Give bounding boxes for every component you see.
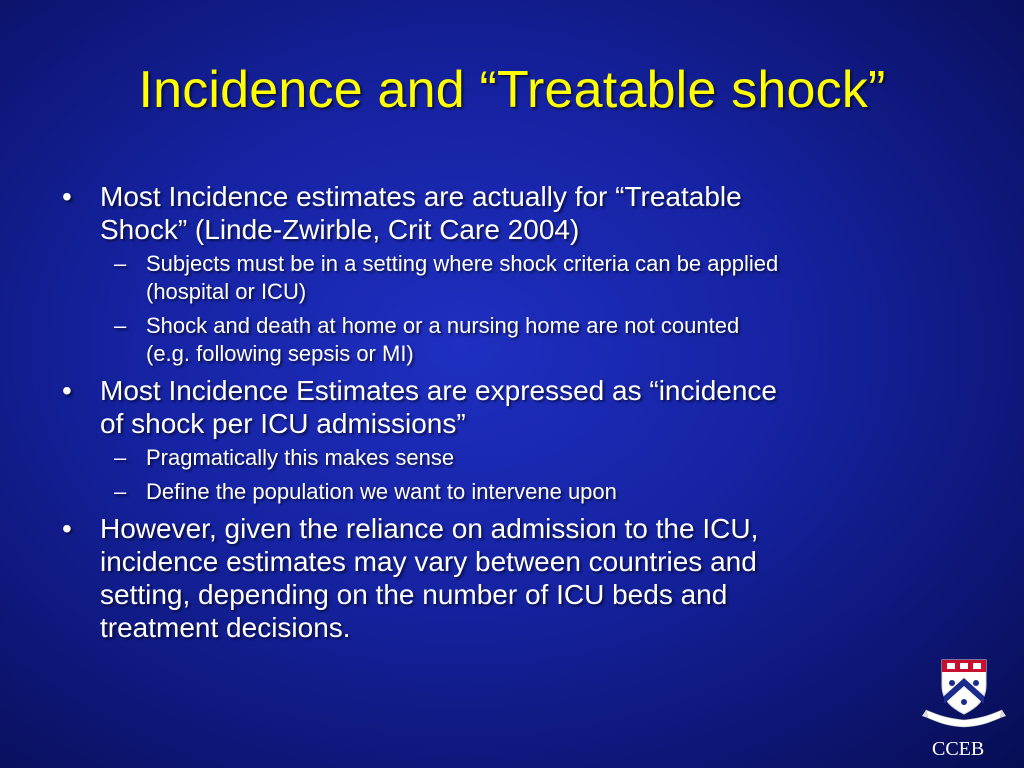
sub-bullet-text-line: Define the population we want to intervene upon <box>146 479 617 504</box>
bullet-item <box>58 512 978 644</box>
bullet-item <box>58 374 978 440</box>
sub-bullet-marker: – <box>114 313 127 338</box>
bullet-marker: • <box>62 181 72 212</box>
sub-bullet-item <box>58 250 978 306</box>
sub-bullet-item <box>58 478 978 506</box>
bullet-marker: • <box>62 513 72 544</box>
sub-bullet-text-line: (hospital or ICU) <box>146 279 307 304</box>
bullet-text-line: Most Incidence Estimates are expressed as “incidence <box>100 375 777 406</box>
bullet-marker: • <box>62 375 72 406</box>
sub-bullet-text-line: Pragmatically this makes sense <box>146 445 455 470</box>
slide-title: Incidence and “Treatable shock” <box>138 61 886 119</box>
bullet-text-line: of shock per ICU admissions” <box>100 408 466 439</box>
bullet-list <box>58 180 978 648</box>
sub-bullet-text-line: Subjects must be in a setting where shock criteria can be applied <box>146 251 779 276</box>
sub-bullet-item <box>58 444 978 472</box>
sub-bullet-marker: – <box>114 445 127 470</box>
bullet-text-line: However, given the reliance on admission to the ICU, <box>100 513 759 544</box>
bullet-text-line: Most Incidence estimates are actually for “Treatable <box>100 181 742 212</box>
bullet-text-line: incidence estimates may vary between countries and <box>100 546 757 577</box>
sub-bullet-text-line: Shock and death at home or a nursing home are not counted <box>146 313 740 338</box>
university-crest-icon <box>922 656 1006 728</box>
sub-bullet-item <box>58 312 978 368</box>
sub-bullet-text-line: (e.g. following sepsis or MI) <box>146 341 414 366</box>
bullet-text-line: treatment decisions. <box>100 612 351 643</box>
bullet-text-line: setting, depending on the number of ICU beds and <box>100 579 728 610</box>
sub-bullet-marker: – <box>114 251 127 276</box>
sub-bullet-marker: – <box>114 479 127 504</box>
bullet-item <box>58 180 978 246</box>
bullet-text-line: Shock” (Linde-Zwirble, Crit Care 2004) <box>100 214 580 245</box>
footer-label: CCEB <box>932 738 985 760</box>
